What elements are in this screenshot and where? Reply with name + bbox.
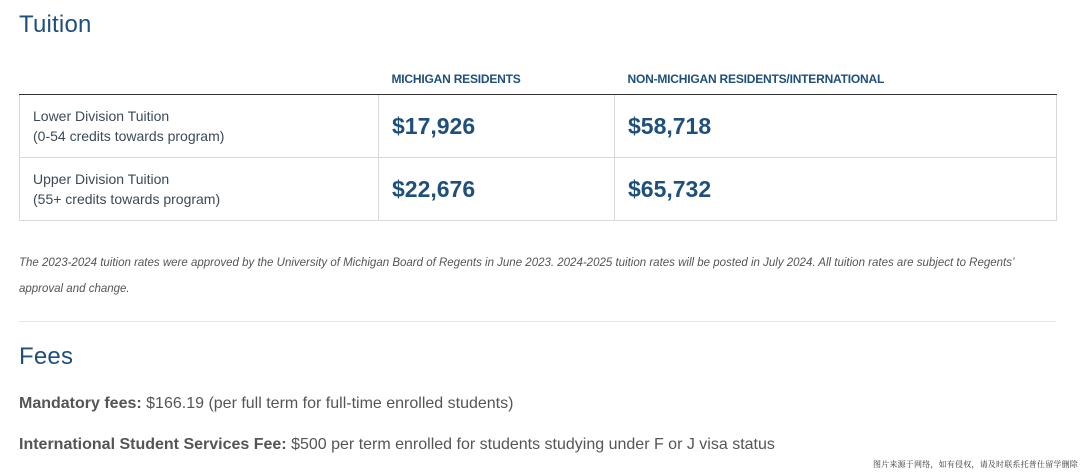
table-row-upper-division: [20, 158, 1057, 221]
mandatory-fees-line: [19, 395, 513, 413]
non-michigan-price-cell: [615, 95, 1057, 158]
column-header-label: [20, 64, 379, 95]
michigan-price: $22,676: [392, 175, 476, 202]
image-source-watermark: 图片来源于网络，如有侵权，请及时联系托普仕留学删除: [873, 460, 1078, 469]
tuition-table: [19, 64, 1057, 221]
row-label-cell: [20, 95, 379, 158]
mandatory-fees-value: $166.19 (per full term for full-time enrolled students): [146, 395, 514, 412]
fees-heading: Fees: [19, 343, 74, 370]
michigan-price-cell: [379, 158, 615, 221]
international-fee-line: [19, 436, 775, 454]
table-row-lower-division: [20, 95, 1057, 158]
tuition-note: The 2023-2024 tuition rates were approved by the University of Michigan Board of Regents in June 2023. 2024-2025 tuition rates will be posted in July 2024. All tuition rates are subject to Regents’ approval and change.: [19, 257, 1014, 295]
row-label: [33, 106, 378, 146]
michigan-price: $17,926: [392, 112, 476, 139]
tuition-table-header-row: [20, 64, 1057, 95]
non-michigan-price: $58,718: [628, 112, 712, 139]
non-michigan-price-cell: [615, 158, 1057, 221]
non-michigan-price: $65,732: [628, 175, 712, 202]
mandatory-fees-label: Mandatory fees:: [19, 395, 142, 412]
column-header-non-michigan: NON-MICHIGAN RESIDENTS/INTERNATIONAL: [615, 64, 1057, 95]
column-header-michigan: MICHIGAN RESIDENTS: [379, 64, 615, 95]
row-label: [33, 169, 378, 209]
row-label-title: Lower Division Tuition: [33, 108, 170, 124]
tuition-table-wrapper: [19, 64, 1056, 221]
row-label-sub: (55+ credits towards program): [33, 191, 221, 207]
international-fee-label: International Student Services Fee:: [19, 436, 287, 453]
tuition-heading: Tuition: [19, 11, 92, 38]
row-label-cell: [20, 158, 379, 221]
michigan-price-cell: [379, 95, 615, 158]
section-divider: [19, 321, 1056, 322]
row-label-sub: (0-54 credits towards program): [33, 128, 225, 144]
international-fee-value: $500 per term enrolled for students studying under F or J visa status: [291, 436, 775, 453]
row-label-title: Upper Division Tuition: [33, 171, 170, 187]
